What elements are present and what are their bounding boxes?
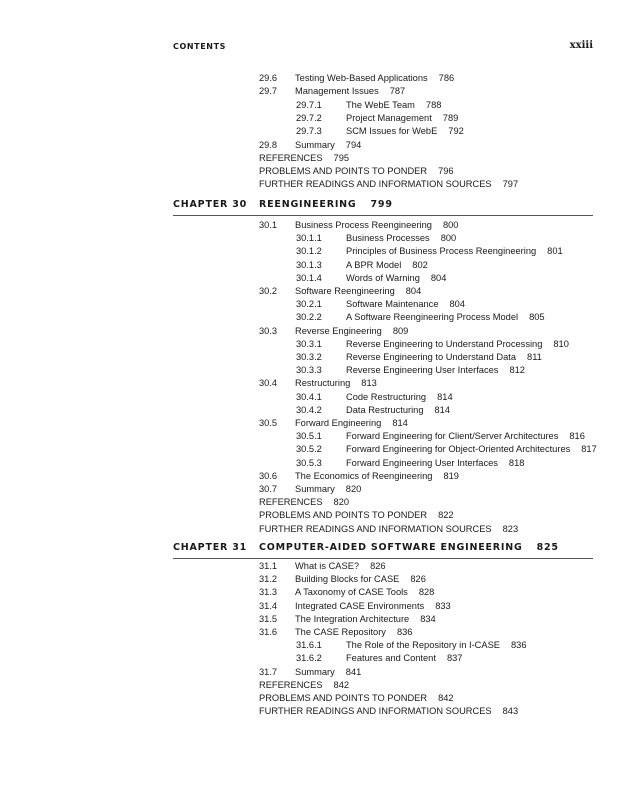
section-title: FURTHER READINGS AND INFORMATION SOURCES xyxy=(259,523,492,534)
section-title: Reverse Engineering to Understand Data xyxy=(346,352,517,362)
section-title: Project Management xyxy=(346,112,432,123)
chapter-label: CHAPTER 31 xyxy=(173,542,248,553)
section-number: 29.7 xyxy=(259,86,278,97)
section-page: 786 xyxy=(438,73,455,83)
section-title: The CASE Repository xyxy=(295,627,386,637)
section-title: Business Process Reengineering xyxy=(295,220,432,230)
section-title: The Role of the Repository in I-CASE xyxy=(346,640,500,651)
section-number: 31.2 xyxy=(259,574,278,585)
section-title-group xyxy=(346,444,597,455)
section-title-group xyxy=(295,73,454,84)
section-page: 814 xyxy=(392,418,408,428)
section-number: 30.3.2 xyxy=(296,352,322,362)
section-page: 810 xyxy=(553,338,569,349)
section-page: 843 xyxy=(502,706,519,717)
section-page: 826 xyxy=(370,561,386,571)
section-page: 796 xyxy=(438,166,454,177)
section-title: What is CASE? xyxy=(295,561,360,571)
chapter-31-heading xyxy=(173,542,593,559)
section-title-group xyxy=(259,706,518,717)
section-title: PROBLEMS AND POINTS TO PONDER xyxy=(259,510,428,521)
section-page: 822 xyxy=(438,510,454,521)
section-title-group xyxy=(346,640,527,651)
section-title-group xyxy=(295,614,436,625)
section-page: 820 xyxy=(345,484,362,494)
section-page: 804 xyxy=(405,286,422,296)
section-title: Building Blocks for CASE xyxy=(295,574,400,585)
section-number: 29.7.1 xyxy=(296,99,322,110)
section-page: 789 xyxy=(442,112,459,123)
section-title-group xyxy=(295,378,377,389)
section-title: SCM Issues for WebE xyxy=(346,126,438,137)
section-title: Business Processes xyxy=(346,233,430,244)
section-title: Management Issues xyxy=(295,86,379,97)
section-page: 812 xyxy=(509,365,525,376)
section-title-group xyxy=(295,587,434,598)
section-number: 29.6 xyxy=(259,73,278,83)
section-title-group xyxy=(346,431,585,442)
section-number: 30.5.2 xyxy=(296,444,322,455)
section-title: A Software Reengineering Process Model xyxy=(346,312,519,323)
section-page: 828 xyxy=(418,587,435,598)
section-page: 817 xyxy=(581,444,597,455)
page-header xyxy=(173,42,593,56)
section-page: 836 xyxy=(396,627,413,637)
section-number: 30.5 xyxy=(259,418,278,428)
section-number: 30.4.1 xyxy=(296,391,322,402)
section-title: Code Restructuring xyxy=(346,391,427,402)
section-page: 800 xyxy=(440,233,457,244)
section-page: 801 xyxy=(547,246,563,257)
section-number: 30.2.2 xyxy=(296,312,322,323)
section-title: Features and Content xyxy=(346,653,436,664)
section-title-group xyxy=(259,166,454,177)
section-title-group xyxy=(259,179,518,190)
section-number: 30.2 xyxy=(259,286,278,296)
section-title-group xyxy=(259,153,349,164)
section-title-group xyxy=(259,680,349,691)
section-title: Forward Engineering for Client/Server Architectures xyxy=(346,431,559,442)
section-title: Testing Web-Based Applications xyxy=(295,73,428,83)
section-page: 811 xyxy=(527,352,542,362)
section-title: Summary xyxy=(295,139,335,150)
section-page: 813 xyxy=(361,378,377,389)
section-page: 804 xyxy=(449,299,466,310)
section-page: 800 xyxy=(442,220,459,230)
chapter-title[interactable] xyxy=(259,199,393,210)
section-title-group xyxy=(295,86,405,97)
section-number: 31.4 xyxy=(259,600,278,611)
section-title: Reverse Engineering xyxy=(295,325,382,336)
section-title-group xyxy=(346,273,446,284)
section-number: 30.3.1 xyxy=(296,338,322,349)
section-title: REFERENCES xyxy=(259,152,323,163)
section-title-group xyxy=(295,140,361,151)
section-title-group xyxy=(295,667,361,678)
section-number: 29.7.2 xyxy=(296,112,322,123)
section-number: 30.1.4 xyxy=(296,272,322,283)
section-number: 30.1.3 xyxy=(296,259,322,270)
section-title-group xyxy=(295,574,426,585)
section-title-group xyxy=(346,126,464,137)
section-number: 30.1.2 xyxy=(296,246,322,257)
section-title: PROBLEMS AND POINTS TO PONDER xyxy=(259,166,428,177)
chapter-page: 799 xyxy=(370,199,393,210)
section-page: 792 xyxy=(448,126,464,137)
section-number: 30.3.3 xyxy=(296,365,322,376)
section-number: 30.5.1 xyxy=(296,431,322,442)
section-title-group xyxy=(346,299,465,310)
section-number: 30.2.1 xyxy=(296,299,322,310)
chapter-page: 825 xyxy=(536,542,559,553)
section-page: 834 xyxy=(420,613,436,624)
section-page: 841 xyxy=(345,666,362,677)
section-title-group xyxy=(259,693,454,704)
section-title: A Taxonomy of CASE Tools xyxy=(295,587,408,598)
section-title: REFERENCES xyxy=(259,679,323,690)
chapter-label: CHAPTER 30 xyxy=(173,199,248,210)
section-number: 31.5 xyxy=(259,613,278,624)
section-title: The Economics of Reengineering xyxy=(295,470,433,481)
section-page: 816 xyxy=(569,431,585,442)
section-number: 29.7.3 xyxy=(296,126,322,137)
section-title-group xyxy=(346,352,542,363)
section-number: 30.5.3 xyxy=(296,457,322,468)
section-title-group xyxy=(346,100,441,111)
section-number: 29.8 xyxy=(259,139,278,150)
section-title-group xyxy=(346,339,569,350)
section-title-group xyxy=(346,246,563,257)
section-title-group xyxy=(295,484,361,495)
section-title-group xyxy=(259,524,518,535)
section-title-group xyxy=(295,220,458,231)
section-number: 31.6.2 xyxy=(296,653,322,664)
section-title: Summary xyxy=(295,484,335,494)
section-page: 797 xyxy=(502,179,519,190)
section-page: 814 xyxy=(437,391,453,402)
section-number: 30.7 xyxy=(259,484,278,494)
section-page: 842 xyxy=(333,679,350,690)
section-page: 814 xyxy=(434,404,451,415)
section-title-group xyxy=(346,233,456,244)
section-title-group xyxy=(259,510,454,521)
section-number: 30.1 xyxy=(259,220,278,230)
section-page: 836 xyxy=(510,640,527,651)
section-page: 805 xyxy=(529,312,545,323)
section-page: 826 xyxy=(410,574,426,585)
section-number: 30.6 xyxy=(259,470,278,481)
section-page: 794 xyxy=(345,139,362,150)
section-page: 809 xyxy=(392,325,409,336)
section-title: Data Restructuring xyxy=(346,404,424,415)
section-title: Software Maintenance xyxy=(346,299,439,310)
chapter-title-text: COMPUTER-AIDED SOFTWARE ENGINEERING xyxy=(259,542,523,553)
section-title-group xyxy=(259,497,349,508)
section-title-group xyxy=(295,418,408,429)
section-page: 842 xyxy=(438,693,454,703)
section-number: 31.1 xyxy=(259,561,278,571)
section-title-group xyxy=(346,312,545,323)
section-page: 787 xyxy=(389,86,406,97)
section-title: Software Reengineering xyxy=(295,286,395,296)
section-page: 788 xyxy=(425,99,442,110)
section-page: 819 xyxy=(443,470,459,481)
section-page: 802 xyxy=(412,259,428,270)
section-title: Forward Engineering for Object-Oriented Architectures xyxy=(346,444,571,455)
section-number: 31.7 xyxy=(259,666,278,677)
section-title: FURTHER READINGS AND INFORMATION SOURCES xyxy=(259,179,492,190)
section-title: The WebE Team xyxy=(346,99,415,110)
section-title-group xyxy=(346,405,450,416)
section-number: 30.1.1 xyxy=(296,233,322,244)
section-title-group xyxy=(295,601,451,612)
section-title: Integrated CASE Environments xyxy=(295,600,425,611)
section-title: REFERENCES xyxy=(259,497,323,508)
section-page: 818 xyxy=(508,457,525,468)
section-title: Reverse Engineering User Interfaces xyxy=(346,365,499,376)
section-number: 30.4.2 xyxy=(296,404,322,415)
section-number: 30.3 xyxy=(259,325,278,336)
section-title: Restructuring xyxy=(295,378,351,389)
section-page: 820 xyxy=(333,497,350,508)
section-page: 795 xyxy=(333,152,350,163)
page-number: xxiii xyxy=(569,40,593,51)
section-page: 804 xyxy=(430,272,447,283)
section-page: 837 xyxy=(446,653,463,664)
section-title: Principles of Business Process Reengineering xyxy=(346,246,537,257)
chapter-title[interactable] xyxy=(259,542,559,553)
section-page: 823 xyxy=(502,523,519,534)
section-number: 31.6.1 xyxy=(296,640,322,651)
section-title-group xyxy=(346,392,453,403)
section-number: 31.3 xyxy=(259,587,278,598)
section-title-group xyxy=(346,260,428,271)
section-title-group xyxy=(346,653,462,664)
section-title: PROBLEMS AND POINTS TO PONDER xyxy=(259,693,428,703)
section-title-group xyxy=(346,458,524,469)
section-title: A BPR Model xyxy=(346,259,402,270)
section-title: Summary xyxy=(295,666,335,677)
section-number: 31.6 xyxy=(259,627,278,637)
section-title: The Integration Architecture xyxy=(295,613,410,624)
section-title: Forward Engineering User Interfaces xyxy=(346,457,498,468)
chapter-title-text: REENGINEERING xyxy=(259,199,357,210)
running-head: CONTENTS xyxy=(173,42,227,51)
section-title-group xyxy=(295,286,421,297)
section-title-group xyxy=(346,113,458,124)
section-title: FURTHER READINGS AND INFORMATION SOURCES xyxy=(259,706,492,717)
section-title: Words of Warning xyxy=(346,272,420,283)
section-title-group xyxy=(295,471,459,482)
section-title-group xyxy=(295,561,386,572)
section-number: 30.4 xyxy=(259,378,278,389)
section-title: Forward Engineering xyxy=(295,418,382,428)
chapter-30-heading xyxy=(173,199,593,216)
section-title-group xyxy=(346,365,525,376)
section-title-group xyxy=(295,627,412,638)
section-page: 833 xyxy=(435,600,451,611)
section-title-group xyxy=(295,326,408,337)
section-title: Reverse Engineering to Understand Processing xyxy=(346,338,543,349)
